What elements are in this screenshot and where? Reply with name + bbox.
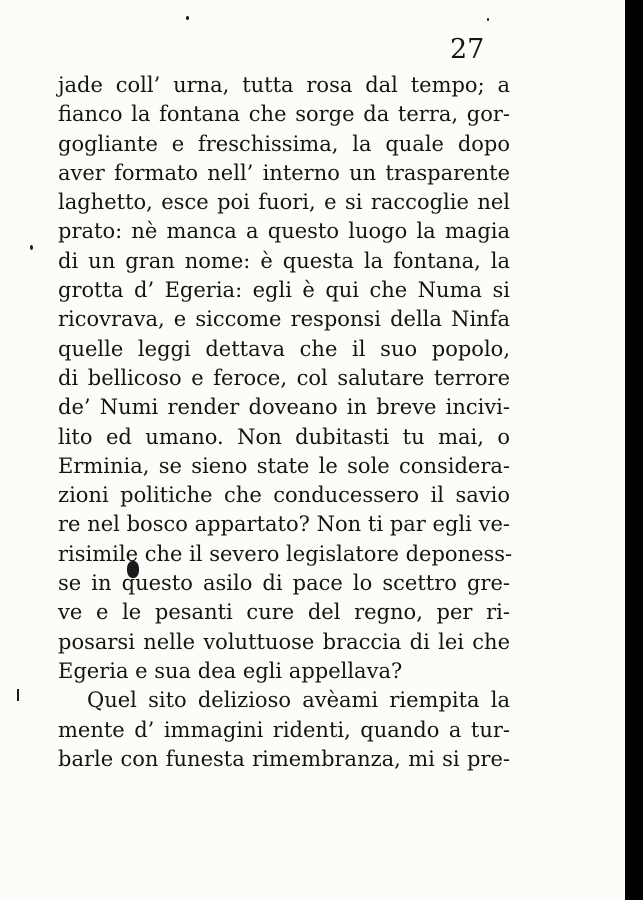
ink-speck	[186, 16, 189, 20]
ink-speck	[30, 245, 33, 250]
text-line: se in questo asilo di pace lo scettro gre-	[58, 571, 510, 596]
text-line: Quel sito delizioso avèami riempita la	[87, 688, 510, 713]
text-line: quelle leggi dettava che il suo popolo,	[58, 336, 510, 361]
body-text	[58, 71, 513, 774]
text-line: jade coll’ urna, tutta rosa dal tempo; a	[58, 73, 510, 97]
text-line: lito ed umano. Non dubitasti tu mai, o	[58, 424, 510, 449]
text-line: laghetto, esce poi fuori, e si raccoglie nel	[58, 190, 510, 215]
text-line: mente d’ immagini ridenti, quando a tur-	[58, 717, 510, 742]
text-line: prato: nè manca a questo luogo la magia	[58, 219, 510, 244]
text-line: ve e le pesanti cure del regno, per ri-	[58, 600, 510, 625]
text-line: di un gran nome: è questa la fontana, la	[58, 248, 510, 273]
text-line: di bellicoso e feroce, col salutare terrore	[58, 365, 510, 390]
text-line: fianco la fontana che sorge da terra, gor-	[58, 102, 510, 127]
page-number: 27	[450, 34, 485, 65]
text-line: Egeria e sua dea egli appellava?	[58, 658, 403, 683]
text-line: Erminia, se sieno state le sole considera-	[58, 453, 510, 478]
text-line: de’ Numi render doveano in breve incivi-	[58, 395, 510, 420]
text-line: posarsi nelle voluttuose braccia di lei che	[58, 629, 510, 654]
text-line: aver formato nell’ interno un trasparente	[58, 160, 510, 185]
ink-speck	[487, 18, 489, 21]
ink-speck	[17, 689, 19, 701]
text-line: risimile che il severo legislatore deponess-	[58, 541, 513, 566]
text-line: grotta d’ Egeria: egli è qui che Numa si	[58, 278, 510, 303]
text-line: gogliante e freschissima, la quale dopo	[58, 131, 510, 156]
text-line: zioni politiche che conducessero il savio	[58, 483, 510, 508]
text-line: ricovrava, e siccome responsi della Ninfa	[58, 307, 510, 332]
text-line: barle con funesta rimembranza, mi si pre-	[58, 746, 510, 771]
text-line: re nel bosco appartato? Non ti par egli ve-	[58, 512, 510, 537]
